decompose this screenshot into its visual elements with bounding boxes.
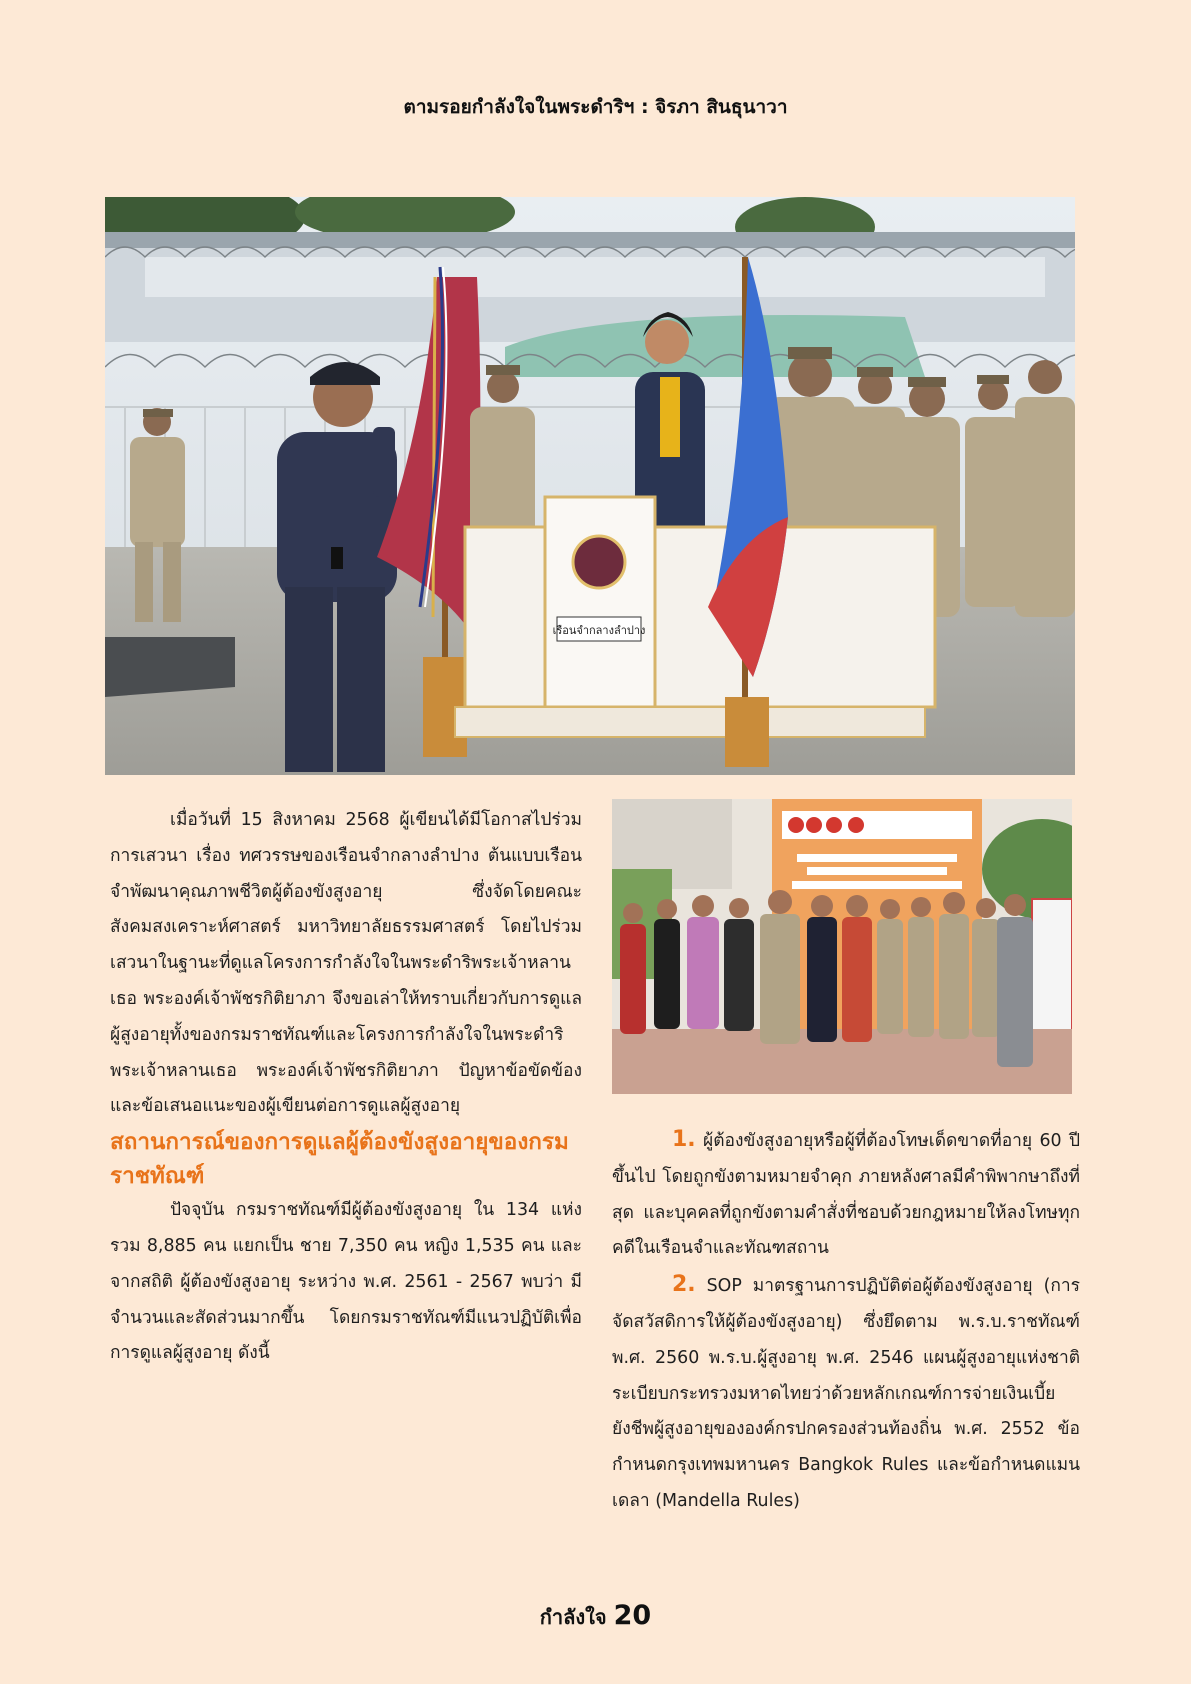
ceremony-photo [105, 197, 1075, 775]
footer-label: กำลังใจ [539, 1605, 607, 1629]
left-column [110, 803, 582, 1372]
section-heading: สถานการณ์ของการดูแลผู้ต้องขังสูงอายุของกรมราชทัณฑ์ [110, 1129, 569, 1190]
page-number: 20 [613, 1600, 652, 1631]
group-photo [612, 799, 1072, 1094]
right-column [612, 1122, 1080, 1520]
section-paragraph: ปัจจุบัน กรมราชทัณฑ์มีผู้ต้องขังสูงอายุ ใน 134 แห่ง รวม 8,885 คน แยกเป็น ชาย 7,350 คน หญิง 1,535 คน และจากสถิติ ผู้ต้องขังสูงอายุ ระหว่าง พ.ศ. 2561 - 2567 พบว่า มีจำนวนและสัดส่วนมากขึ้น โดยกรมราชทัณฑ์มีแนวปฏิบัติเพื่อการดูแลผู้สูงอายุ ดังนี้ [110, 1200, 582, 1364]
page-footer [0, 1600, 1191, 1633]
list-item-2 [612, 1267, 1080, 1520]
item-number-1: 1. [672, 1127, 696, 1152]
podium-sign: เรือนจำกลางลำปาง [552, 624, 646, 637]
list-item-1 [612, 1122, 1080, 1267]
running-header: ตามรอยกำลังใจในพระดำริฯ : จิรภา สินธุนาวา [403, 96, 788, 118]
item-text-1: ผู้ต้องขังสูงอายุหรือผู้ที่ต้องโทษเด็ดขาดที่อายุ 60 ปี ขึ้นไป โดยถูกขังตามหมายจำคุก ภายหลังศาลมีคำพิพากษาถึงที่สุด และบุคคลที่ถูกขังตามคำสั่งที่ชอบด้วยกฎหมายให้ลงโทษทุกคดีในเรือนจำและทัณฑสถาน [612, 1131, 1080, 1259]
intro-paragraph: เมื่อวันที่ 15 สิงหาคม 2568 ผู้เขียนได้มีโอกาสไปร่วมการเสวนา เรื่อง ทศวรรษของเรือนจำกลางลำปาง ต้นแบบเรือนจำพัฒนาคุณภาพชีวิตผู้ต้องขังสูงอายุ ซึ่งจัดโดยคณะสังคมสงเคราะห์ศาสตร์ มหาวิทยาลัยธรรมศาสตร์ โดยไปร่วมเสวนาในฐานะที่ดูแลโครงการกำลังใจในพระดำริพระเจ้าหลานเธอ พระองค์เจ้าพัชรกิติยาภา จึงขอเล่าให้ทราบเกี่ยวกับการดูแลผู้สูงอายุทั้งของกรมราชทัณฑ์และโครงการกำลังใจในพระดำริพระเจ้าหลานเธอ พระองค์เจ้าพัชรกิติยาภา ปัญหาข้อขัดข้องและข้อเสนอแนะของผู้เขียนต่อการดูแลผู้สูงอายุ [110, 810, 582, 1117]
item-number-2: 2. [672, 1272, 696, 1298]
item-text-2: SOP มาตรฐานการปฏิบัติต่อผู้ต้องขังสูงอายุ (การจัดสวัสดิการให้ผู้ต้องขังสูงอายุ) ซึ่งยึดตาม พ.ร.บ.ราชทัณฑ์ พ.ศ. 2560 พ.ร.บ.ผู้สูงอายุ พ.ศ. 2546 แผนผู้สูงอายุแห่งชาติ ระเบียบกระทรวงมหาดไทยว่าด้วยหลักเกณฑ์การจ่ายเงินเบี้ยยังชีพผู้สูงอายุขององค์กรปกครองส่วนท้องถิ่น พ.ศ. 2552 ข้อกำหนดกรุงเทพมหานคร Bangkok Rules และข้อกำหนดแมนเดลา (Mandella Rules) [612, 1276, 1080, 1511]
